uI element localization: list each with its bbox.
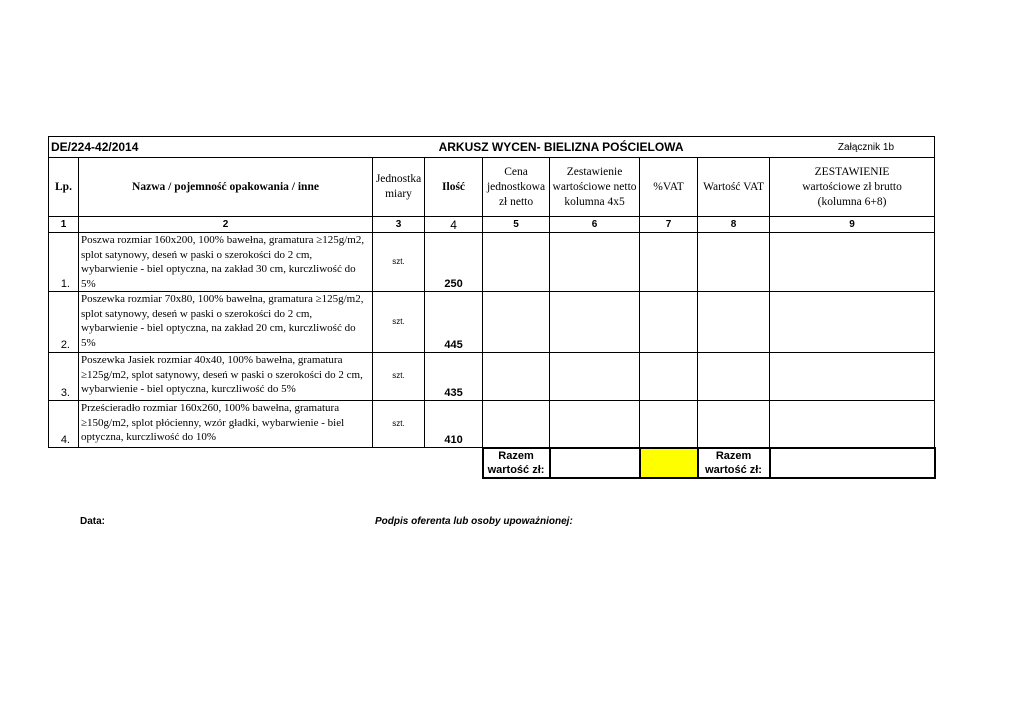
row-number: 4. <box>49 401 79 448</box>
row-number: 1. <box>49 233 79 292</box>
column-number: 7 <box>640 217 698 233</box>
unit-price-cell[interactable] <box>483 292 550 353</box>
vat-rate-cell[interactable] <box>640 353 698 401</box>
unit-price-cell[interactable] <box>483 401 550 448</box>
gross-value-cell[interactable] <box>770 233 935 292</box>
column-number: 1 <box>49 217 79 233</box>
column-number: 2 <box>79 217 373 233</box>
vat-rate-cell[interactable] <box>640 292 698 353</box>
column-number: 9 <box>770 217 935 233</box>
column-number-row <box>49 217 935 233</box>
item-unit: szt. <box>373 401 425 448</box>
item-quantity: 445 <box>425 292 483 353</box>
column-number: 3 <box>373 217 425 233</box>
item-unit: szt. <box>373 353 425 401</box>
gross-value-cell[interactable] <box>770 401 935 448</box>
net-value-cell[interactable] <box>550 353 640 401</box>
vat-value-cell[interactable] <box>698 401 770 448</box>
vat-rate-cell[interactable] <box>640 233 698 292</box>
col-header-name: Nazwa / pojemność opakowania / inne <box>79 158 373 217</box>
row-number: 2. <box>49 292 79 353</box>
table-row <box>49 233 935 292</box>
column-number: 5 <box>483 217 550 233</box>
unit-price-cell[interactable] <box>483 353 550 401</box>
title-row <box>49 137 935 158</box>
gross-value-cell[interactable] <box>770 353 935 401</box>
signature-label: Podpis oferenta lub osoby upoważnionej: <box>375 516 573 527</box>
col-header-unit-price: Cena jednostkowa zł netto <box>483 158 550 217</box>
column-header-row <box>49 158 935 217</box>
table-row <box>49 401 935 448</box>
net-total-cell[interactable] <box>550 448 640 478</box>
item-unit: szt. <box>373 292 425 353</box>
attachment-label: Załącznik 1b <box>698 137 935 158</box>
col-header-net-value: Zestawienie wartościowe netto kolumna 4x5 <box>550 158 640 217</box>
pricing-table <box>48 136 936 479</box>
gross-total-label: Razem wartość zł: <box>698 448 770 478</box>
sheet-title: ARKUSZ WYCEN- BIELIZNA POŚCIELOWA <box>425 137 698 158</box>
vat-rate-cell[interactable] <box>640 401 698 448</box>
item-quantity: 250 <box>425 233 483 292</box>
vat-value-cell[interactable] <box>698 292 770 353</box>
summary-spacer <box>49 448 483 478</box>
net-value-cell[interactable] <box>550 292 640 353</box>
net-value-cell[interactable] <box>550 233 640 292</box>
vat-highlight-cell[interactable] <box>640 448 698 478</box>
column-number: 8 <box>698 217 770 233</box>
col-header-vat-value: Wartość VAT <box>698 158 770 217</box>
net-value-cell[interactable] <box>550 401 640 448</box>
row-number: 3. <box>49 353 79 401</box>
item-quantity: 435 <box>425 353 483 401</box>
date-label: Data: <box>80 516 106 527</box>
col-header-unit: Jednostka miary <box>373 158 425 217</box>
table-row <box>49 353 935 401</box>
vat-value-cell[interactable] <box>698 233 770 292</box>
col-header-qty: Ilość <box>425 158 483 217</box>
item-description: Prześcieradło rozmiar 160x260, 100% bawełna, gramatura ≥150g/m2, splot płócienny, wzór gładki, wybarwienie - biel optyczna, kurczliwość do 10% <box>79 401 373 448</box>
price-sheet <box>48 136 934 479</box>
item-description: Poszewka Jasiek rozmiar 40x40, 100% bawełna, gramatura ≥125g/m2, splot satynowy, deseń w paski o szerokości do 2 cm, wybarwienie - biel optyczna, kurczliwość do 5% <box>79 353 373 401</box>
gross-value-cell[interactable] <box>770 292 935 353</box>
vat-value-cell[interactable] <box>698 353 770 401</box>
item-description: Poszewka rozmiar 70x80, 100% bawełna, gramatura ≥125g/m2, splot satynowy, deseń w paski o szerokości do 2 cm, wybarwienie - biel optyczna, na zakład 20 cm, kurczliwość do 5% <box>79 292 373 353</box>
column-number: 4 <box>425 217 483 233</box>
item-unit: szt. <box>373 233 425 292</box>
item-quantity: 410 <box>425 401 483 448</box>
col-header-vat-rate: %VAT <box>640 158 698 217</box>
item-description: Poszwa rozmiar 160x200, 100% bawełna, gramatura ≥125g/m2, splot satynowy, deseń w paski o szerokości do 2 cm, wybarwienie - biel optyczna, na zakład 30 cm, kurczliwość do 5% <box>79 233 373 292</box>
summary-row <box>49 448 935 478</box>
gross-total-cell[interactable] <box>770 448 935 478</box>
column-number: 6 <box>550 217 640 233</box>
table-row <box>49 292 935 353</box>
document-reference: DE/224-42/2014 <box>49 137 425 158</box>
col-header-gross-value: ZESTAWIENIE wartościowe zł brutto (kolumna 6+8) <box>770 158 935 217</box>
col-header-lp: Lp. <box>49 158 79 217</box>
net-total-label: Razem wartość zł: <box>483 448 550 478</box>
unit-price-cell[interactable] <box>483 233 550 292</box>
